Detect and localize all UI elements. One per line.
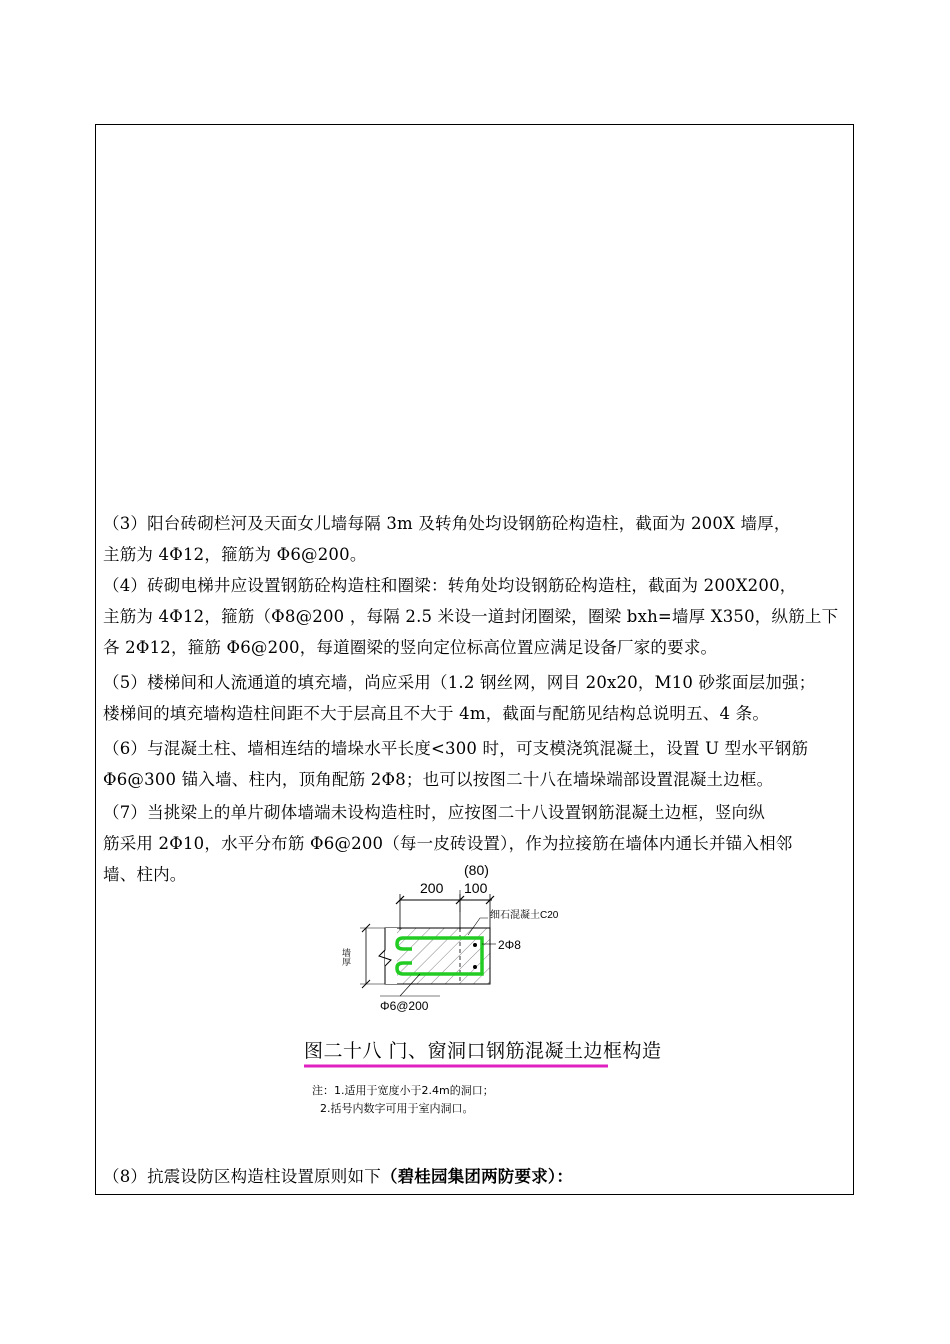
concrete-label: 细石混凝土C20: [490, 910, 559, 921]
dimension-100: 100: [464, 880, 488, 896]
dimension-200: 200: [420, 880, 444, 896]
paragraph-8-colon: ：: [556, 1167, 574, 1186]
wall-thickness-label: 墙厚: [341, 948, 351, 966]
figure-caption: 图二十八 门、窗洞口钢筋混凝土边框构造: [304, 1040, 662, 1062]
paragraph-line: （3）阳台砖砌栏河及天面女儿墙每隔 3m 及转角处均设钢筋砼构造柱，截面为 200X 墙厚，: [103, 514, 791, 533]
paragraph-line: （7）当挑梁上的单片砌体墙端未设构造柱时，应按图二十八设置钢筋混凝土边框，竖向纵: [103, 803, 765, 822]
paragraph-line: 筋采用 2Φ10，水平分布筋 Φ6@200（每一皮砖设置），作为拉接筋在墙体内通长并锚入相邻: [103, 834, 793, 853]
paragraph-line: （6）与混凝土柱、墙相连结的墙垛水平长度<300 时，可支模浇筑混凝土，设置 U 型水平钢筋: [103, 739, 809, 758]
paragraph-8: [103, 1161, 849, 1192]
figure-note-1: 注：1.适用于宽度小于2.4m的洞口；: [312, 1084, 494, 1097]
paragraph-line: [103, 1161, 849, 1192]
paragraph-line: （5）楼梯间和人流通道的填充墙，尚应采用（1.2 钢丝网，网目 20x20，M10 砂浆面层加强；: [103, 673, 816, 692]
paragraph-8-text: （8）抗震设防区构造柱设置原则如下: [103, 1167, 381, 1186]
paragraph-6: [103, 733, 849, 795]
paragraph-4: [103, 570, 849, 663]
paragraph-5: [103, 667, 849, 729]
paragraph-8-emphasis: （碧桂园集团两防要求）: [380, 1167, 557, 1186]
paragraph-line: 各 2Φ12，箍筋 Φ6@200，每道圈梁的竖向定位标高位置应满足设备厂家的要求。: [103, 638, 718, 657]
paragraph-line: 主筋为 4Φ12，箍筋为 Φ6@200。: [103, 545, 367, 564]
paragraph-line: Φ6@300 锚入墙、柱内，顶角配筋 2Φ8；也可以按图二十八在墙垛端部设置混凝土边框。: [103, 770, 774, 789]
figure-28: [300, 860, 660, 1120]
paragraph-line: 主筋为 4Φ12，箍筋（Φ8@200 ，每隔 2.5 米设一道封闭圈梁，圈梁 bxh=墙厚 X350，纵筋上下: [103, 607, 839, 626]
detail-drawing: [300, 860, 660, 1120]
paragraph-line: （4）砖砌电梯井应设置钢筋砼构造柱和圈梁：转角处均设钢筋砼构造柱，截面为 200X200，: [103, 576, 797, 595]
paragraph-line: 墙、柱内。: [103, 865, 187, 884]
figure-note-2: 2.括号内数字可用于室内洞口。: [320, 1102, 474, 1115]
paragraph-3: [103, 508, 849, 570]
stirrup-label: Φ6@200: [380, 999, 429, 1013]
rebar-label: 2Φ8: [498, 938, 521, 952]
dimension-80: (80): [464, 862, 489, 878]
paragraph-line: 楼梯间的填充墙构造柱间距不大于层高且不大于 4m，截面与配筋见结构总说明五、4 条。: [103, 704, 770, 723]
